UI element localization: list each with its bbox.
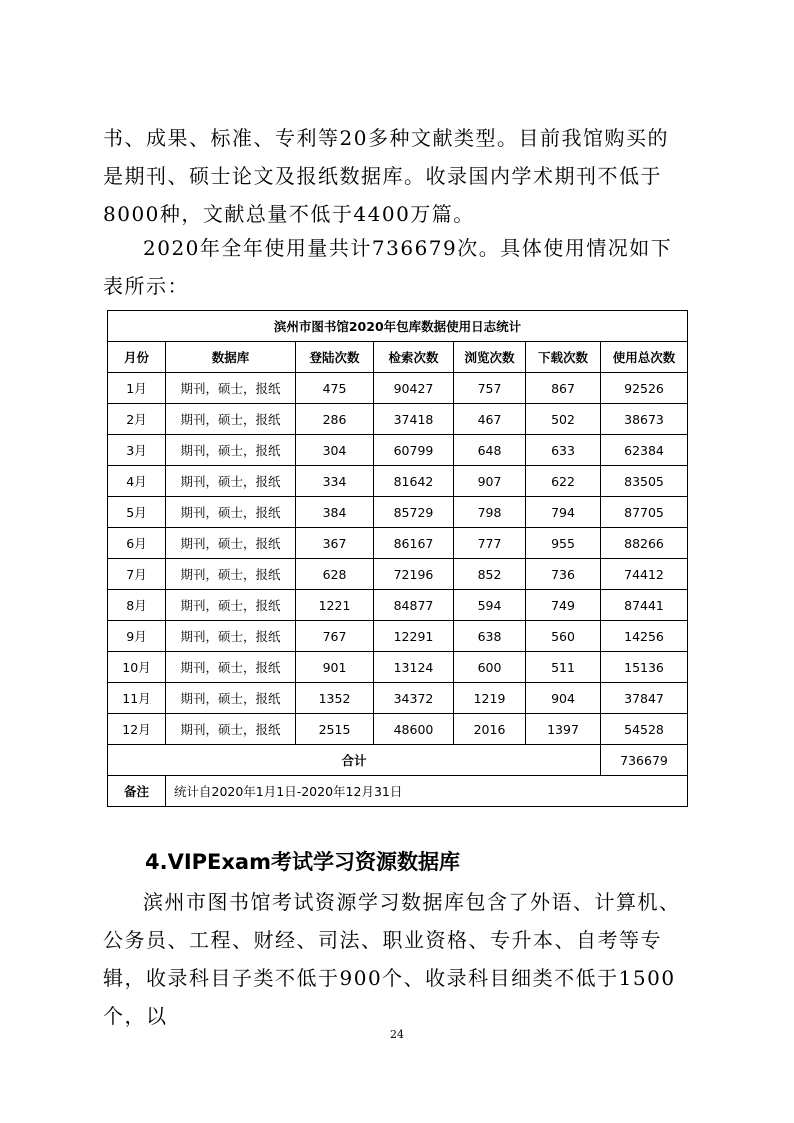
table-cell: 2515 (296, 714, 374, 745)
table-cell: 48600 (374, 714, 454, 745)
table-cell: 期刊，硕士，报纸 (166, 466, 296, 497)
table-row (108, 683, 688, 714)
table-cell: 5月 (108, 497, 166, 528)
table-cell: 10月 (108, 652, 166, 683)
total-label: 合计 (108, 745, 601, 776)
table-cell: 384 (296, 497, 374, 528)
table-cell: 867 (526, 373, 601, 404)
table-cell: 777 (454, 528, 526, 559)
table-row (108, 714, 688, 745)
table-cell: 期刊，硕士，报纸 (166, 683, 296, 714)
table-cell: 628 (296, 559, 374, 590)
table-cell: 74412 (601, 559, 688, 590)
table-cell: 83505 (601, 466, 688, 497)
column-header: 使用总次数 (601, 342, 688, 373)
table-row (108, 528, 688, 559)
column-header: 下载次数 (526, 342, 601, 373)
table-cell: 1221 (296, 590, 374, 621)
usage-summary-paragraph: 2020年全年使用量共计736679次。具体使用情况如下表所示： (103, 236, 673, 298)
table-header-row (108, 342, 688, 373)
table-cell: 6月 (108, 528, 166, 559)
table-cell: 11月 (108, 683, 166, 714)
table-cell: 期刊，硕士，报纸 (166, 497, 296, 528)
table-cell: 648 (454, 435, 526, 466)
table-cell: 86167 (374, 528, 454, 559)
table-cell: 955 (526, 528, 601, 559)
table-title: 滨州市图书馆2020年包库数据使用日志统计 (108, 311, 688, 342)
table-cell: 475 (296, 373, 374, 404)
table-cell: 286 (296, 404, 374, 435)
table-cell: 8月 (108, 590, 166, 621)
table-cell: 13124 (374, 652, 454, 683)
table-cell: 633 (526, 435, 601, 466)
table-cell: 1月 (108, 373, 166, 404)
section-paragraph: 滨州市图书馆考试资源学习数据库包含了外语、计算机、公务员、工程、财经、司法、职业资格、专升本、自考等专辑，收录科目子类不低于900个、收录科目细类不低于1500个，以 (103, 890, 681, 1028)
table-cell: 502 (526, 404, 601, 435)
table-cell: 904 (526, 683, 601, 714)
note-label: 备注 (108, 776, 166, 807)
table-cell: 54528 (601, 714, 688, 745)
table-cell: 594 (454, 590, 526, 621)
table-cell: 304 (296, 435, 374, 466)
table-cell: 794 (526, 497, 601, 528)
table-cell: 4月 (108, 466, 166, 497)
table-cell: 87705 (601, 497, 688, 528)
intro-paragraph: 书、成果、标准、专利等20多种文献类型。目前我馆购买的是期刊、硕士论文及报纸数据库。收录国内学术期刊不低于 8000种，文献总量不低于4400万篇。 (103, 126, 669, 226)
table-cell: 34372 (374, 683, 454, 714)
table-cell: 84877 (374, 590, 454, 621)
table-cell: 期刊，硕士，报纸 (166, 559, 296, 590)
table-note-row (108, 776, 688, 807)
total-value: 736679 (601, 745, 688, 776)
table-row (108, 497, 688, 528)
table-cell: 期刊，硕士，报纸 (166, 404, 296, 435)
column-header: 登陆次数 (296, 342, 374, 373)
table-cell: 期刊，硕士，报纸 (166, 590, 296, 621)
table-cell: 87441 (601, 590, 688, 621)
table-cell: 511 (526, 652, 601, 683)
table-cell: 7月 (108, 559, 166, 590)
section-heading: 4.VIPExam考试学习资源数据库 (145, 850, 460, 874)
table-cell: 62384 (601, 435, 688, 466)
page-number: 24 (390, 1028, 404, 1041)
table-cell: 1219 (454, 683, 526, 714)
table-cell: 期刊，硕士，报纸 (166, 714, 296, 745)
table-row (108, 404, 688, 435)
table-cell: 期刊，硕士，报纸 (166, 621, 296, 652)
table-cell: 2月 (108, 404, 166, 435)
table-cell: 3月 (108, 435, 166, 466)
table-cell: 81642 (374, 466, 454, 497)
table-cell: 1352 (296, 683, 374, 714)
table-cell: 90427 (374, 373, 454, 404)
table-row (108, 621, 688, 652)
table-row (108, 435, 688, 466)
table-cell: 期刊，硕士，报纸 (166, 652, 296, 683)
table-row (108, 373, 688, 404)
column-header: 月份 (108, 342, 166, 373)
table-cell: 622 (526, 466, 601, 497)
table-row (108, 466, 688, 497)
table-cell: 85729 (374, 497, 454, 528)
table-cell: 60799 (374, 435, 454, 466)
table-cell: 367 (296, 528, 374, 559)
usage-statistics-table (107, 310, 688, 807)
table-row (108, 590, 688, 621)
table-cell: 907 (454, 466, 526, 497)
table-total-row (108, 745, 688, 776)
table-cell: 1397 (526, 714, 601, 745)
table-cell: 2016 (454, 714, 526, 745)
column-header: 检索次数 (374, 342, 454, 373)
table-cell: 14256 (601, 621, 688, 652)
table-cell: 560 (526, 621, 601, 652)
table-cell: 638 (454, 621, 526, 652)
table-cell: 767 (296, 621, 374, 652)
table-cell: 期刊，硕士，报纸 (166, 528, 296, 559)
table-cell: 期刊，硕士，报纸 (166, 373, 296, 404)
note-text: 统计自2020年1月1日-2020年12月31日 (166, 776, 688, 807)
table-row (108, 652, 688, 683)
table-row (108, 559, 688, 590)
table-cell: 757 (454, 373, 526, 404)
table-cell: 901 (296, 652, 374, 683)
table-cell: 334 (296, 466, 374, 497)
table-cell: 9月 (108, 621, 166, 652)
table-cell: 12月 (108, 714, 166, 745)
column-header: 数据库 (166, 342, 296, 373)
table-cell: 15136 (601, 652, 688, 683)
column-header: 浏览次数 (454, 342, 526, 373)
table-cell: 92526 (601, 373, 688, 404)
table-cell: 37418 (374, 404, 454, 435)
table-cell: 期刊，硕士，报纸 (166, 435, 296, 466)
table-cell: 749 (526, 590, 601, 621)
table-cell: 600 (454, 652, 526, 683)
table-cell: 12291 (374, 621, 454, 652)
table-cell: 38673 (601, 404, 688, 435)
table-cell: 852 (454, 559, 526, 590)
table-cell: 736 (526, 559, 601, 590)
table-cell: 72196 (374, 559, 454, 590)
table-cell: 88266 (601, 528, 688, 559)
table-cell: 798 (454, 497, 526, 528)
table-cell: 37847 (601, 683, 688, 714)
table-cell: 467 (454, 404, 526, 435)
